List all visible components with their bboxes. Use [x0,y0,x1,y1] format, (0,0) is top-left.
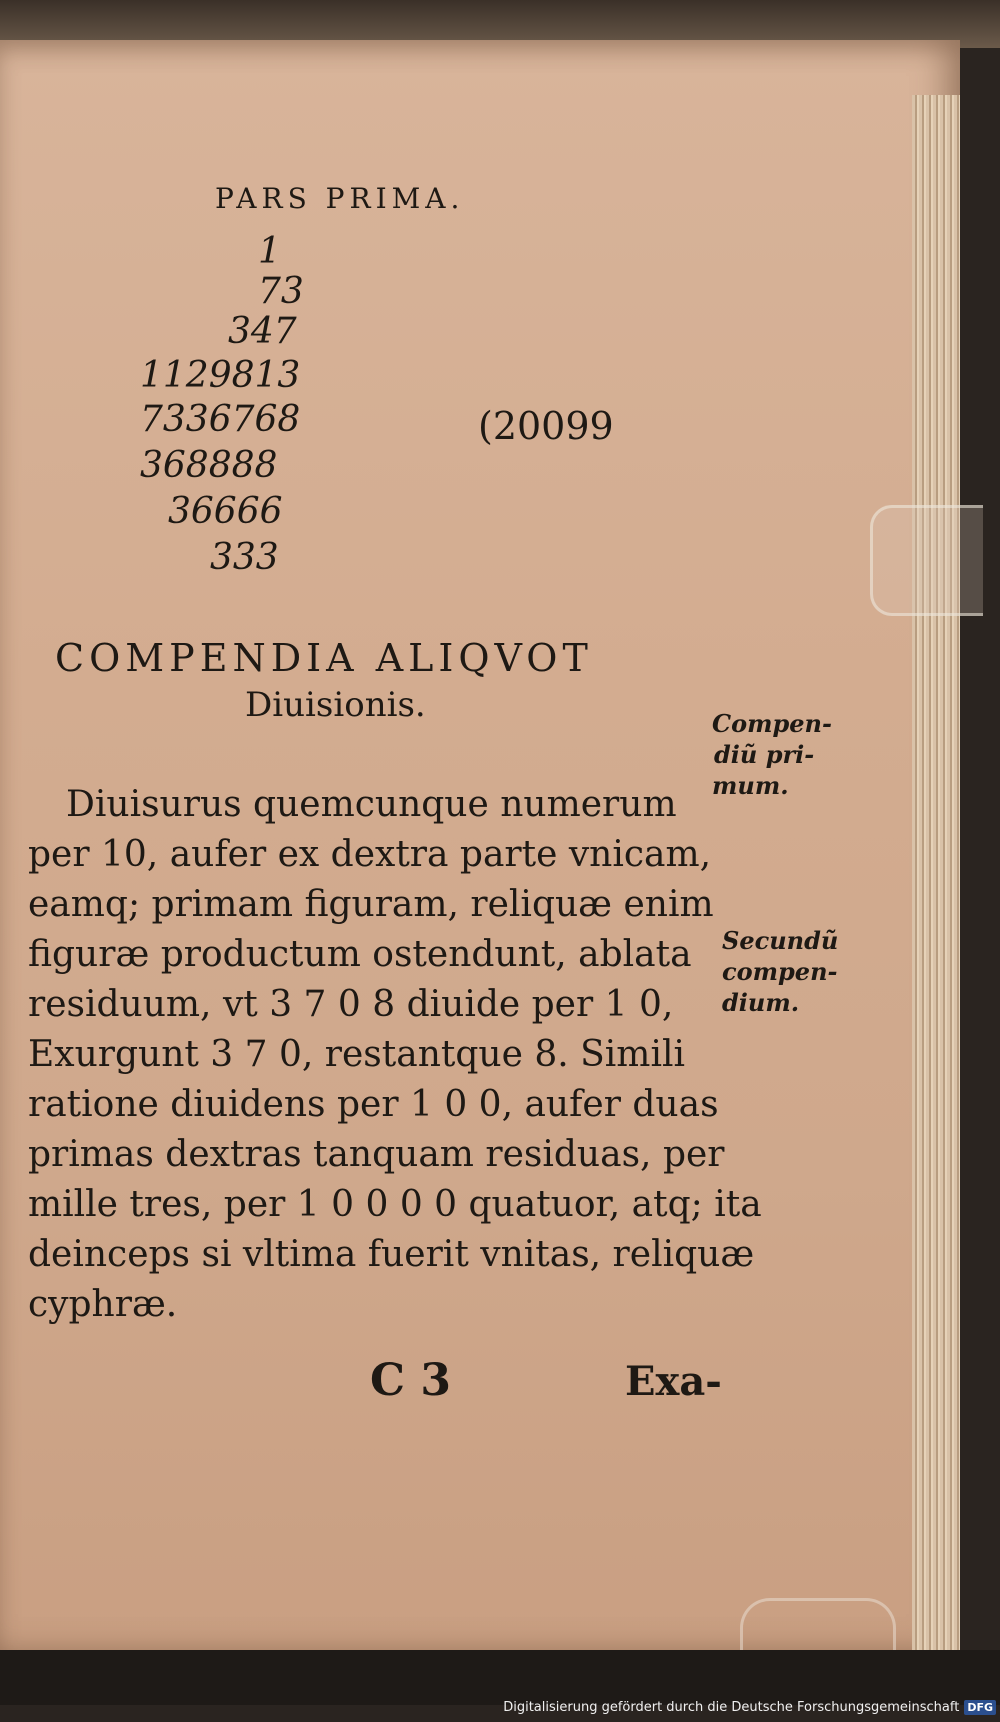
funding-text: Digitalisierung gefördert durch die Deutsche Forschungsgemeinschaft [503,1700,960,1715]
triangle-row: 347 [228,311,297,352]
triangle-row: 333 [210,537,279,578]
body-line: deinceps si vltima fuerit vnitas, reliquæ [28,1234,755,1275]
catchword: Exa- [625,1358,722,1405]
margin-note-second: Secundũ compen- dium. [722,926,839,1017]
quotient: (20099 [478,404,614,448]
page-clip [870,505,983,616]
body-line: Diuisurus quemcunque numerum [66,784,677,825]
body-line: eamq; primam figuram, reliquæ enim [28,884,714,925]
body-line: per 10, aufer ex dextra parte vnicam, [28,834,712,875]
triangle-row: 368888 [140,445,278,486]
margin-note-first: Compen- diũ pri- mum. [712,709,832,800]
body-line: cyphræ. [28,1284,178,1325]
body-line: Exurgunt 3 7 0, restantque 8. Simili [28,1034,685,1075]
funding-notice [503,1700,996,1715]
triangle-row: 1 [258,231,281,272]
scan-bottom-bar [0,1650,1000,1705]
page-edges [912,95,960,1695]
body-line: figuræ productum ostendunt, ablata [28,934,692,975]
body-line: residuum, vt 3 7 0 8 diuide per 1 0, [28,984,674,1025]
body-line: primas dextras tanquam residuas, per [28,1134,725,1175]
signature-mark: C 3 [370,1355,451,1406]
triangle-row: 36666 [168,491,283,532]
triangle-row: 7336768 [140,399,301,440]
body-line: ratione diuidens per 1 0 0, aufer duas [28,1084,719,1125]
body-paragraph [28,780,762,1330]
book-page [0,40,960,1650]
triangle-row: 73 [258,271,304,312]
triangle-row: 1129813 [140,355,301,396]
page-clip-bottom [740,1598,896,1656]
dfg-logo-icon: DFG [964,1700,996,1715]
body-line: mille tres, per 1 0 0 0 0 quatuor, atq; ita [28,1184,762,1225]
running-head: PARS PRIMA. [215,182,465,215]
section-heading: COMPENDIA ALIQVOT [55,636,593,680]
section-subheading: Diuisionis. [245,685,426,725]
